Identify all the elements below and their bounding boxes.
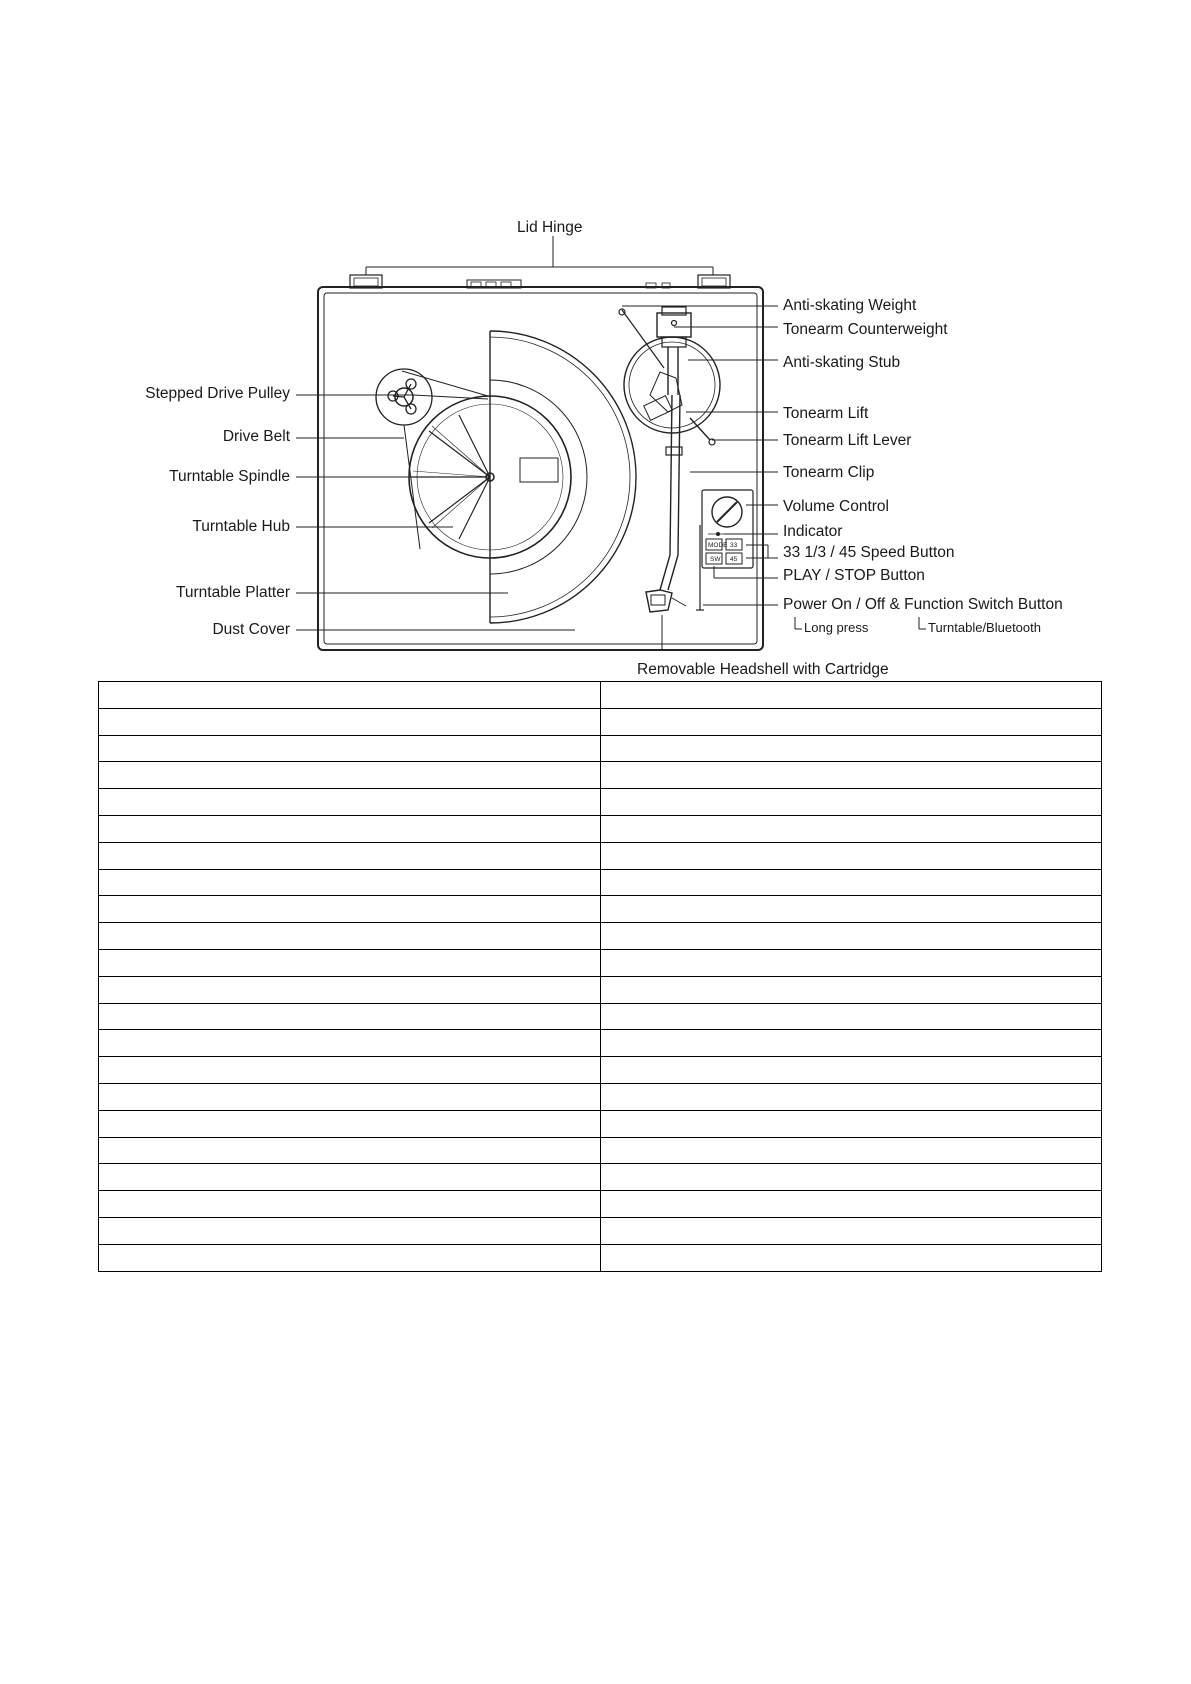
- label-anti-skating-weight: Anti-skating Weight: [783, 297, 917, 314]
- table-cell-right: [600, 735, 1102, 762]
- table-cell-right: [600, 1191, 1102, 1218]
- label-speed-button: 33 1/3 / 45 Speed Button: [783, 544, 955, 561]
- table-cell-left: [99, 815, 601, 842]
- table-cell-left: [99, 789, 601, 816]
- table-cell-left: [99, 762, 601, 789]
- lid-hinges: [350, 267, 730, 288]
- tonearm: [660, 347, 682, 590]
- table-cell-right: [600, 1030, 1102, 1057]
- table-cell-left: [99, 1030, 601, 1057]
- table-cell-right: [600, 815, 1102, 842]
- table-cell-left: [99, 1083, 601, 1110]
- table-cell-right: [600, 1057, 1102, 1084]
- table-cell-left: [99, 1244, 601, 1271]
- table-cell-right: [600, 1083, 1102, 1110]
- label-indicator: Indicator: [783, 523, 843, 540]
- table-cell-right: [600, 1110, 1102, 1137]
- label-turntable-hub: Turntable Hub: [192, 518, 290, 535]
- table-cell-left: [99, 949, 601, 976]
- table-cell-right: [600, 976, 1102, 1003]
- table-row: [99, 789, 1102, 816]
- label-removable-headshell: Removable Headshell with Cartridge: [637, 661, 889, 678]
- table-cell-left: [99, 682, 601, 709]
- table-row: [99, 708, 1102, 735]
- table-cell-right: [600, 682, 1102, 709]
- parts-table: [98, 681, 1102, 1272]
- indicator-light: [716, 532, 720, 536]
- table-cell-left: [99, 735, 601, 762]
- table-row: [99, 1110, 1102, 1137]
- turntable-diagram: [0, 0, 1191, 680]
- table-cell-right: [600, 1244, 1102, 1271]
- label-tonearm-lift: Tonearm Lift: [783, 405, 869, 422]
- speed-33-text: 33: [730, 542, 738, 549]
- table-row: [99, 869, 1102, 896]
- table-row: [99, 815, 1102, 842]
- table-cell-left: [99, 1191, 601, 1218]
- control-panel: [702, 490, 753, 568]
- table-row: [99, 735, 1102, 762]
- label-long-press: Long press: [804, 620, 869, 635]
- label-power-function-button: Power On / Off & Function Switch Button: [783, 596, 1063, 613]
- table-row: [99, 896, 1102, 923]
- table-cell-left: [99, 1057, 601, 1084]
- table-row: [99, 976, 1102, 1003]
- table-cell-right: [600, 762, 1102, 789]
- table-cell-right: [600, 1137, 1102, 1164]
- label-volume-control: Volume Control: [783, 498, 889, 515]
- sw-button-text: SW: [710, 556, 721, 563]
- table-cell-right: [600, 949, 1102, 976]
- table-row: [99, 1244, 1102, 1271]
- label-turntable-bluetooth: Turntable/Bluetooth: [928, 620, 1041, 635]
- table-cell-left: [99, 708, 601, 735]
- headshell-cartridge: [646, 590, 686, 612]
- label-turntable-platter: Turntable Platter: [175, 584, 290, 601]
- table-row: [99, 842, 1102, 869]
- table-cell-left: [99, 976, 601, 1003]
- table-row: [99, 949, 1102, 976]
- table-cell-right: [600, 1003, 1102, 1030]
- table-cell-left: [99, 923, 601, 950]
- table-row: [99, 1164, 1102, 1191]
- label-stepped-drive-pulley: Stepped Drive Pulley: [145, 385, 290, 402]
- table-row: [99, 1030, 1102, 1057]
- label-dust-cover: Dust Cover: [212, 621, 290, 638]
- turntable-body: [318, 287, 763, 650]
- table-row: [99, 762, 1102, 789]
- speed-45-text: 45: [730, 556, 738, 563]
- table-cell-right: [600, 1164, 1102, 1191]
- table-cell-right: [600, 842, 1102, 869]
- mode-button-text: MODE: [708, 542, 728, 549]
- label-turntable-spindle: Turntable Spindle: [169, 468, 290, 485]
- table-cell-left: [99, 1164, 601, 1191]
- label-tonearm-counterweight: Tonearm Counterweight: [783, 321, 948, 338]
- label-anti-skating-stub: Anti-skating Stub: [783, 354, 901, 371]
- table-cell-right: [600, 869, 1102, 896]
- table-row: [99, 682, 1102, 709]
- table-row: [99, 1137, 1102, 1164]
- table-cell-left: [99, 869, 601, 896]
- label-tonearm-clip: Tonearm Clip: [783, 464, 875, 481]
- table-row: [99, 1003, 1102, 1030]
- table-cell-right: [600, 1217, 1102, 1244]
- table-row: [99, 1057, 1102, 1084]
- table-cell-left: [99, 1217, 601, 1244]
- table-cell-left: [99, 842, 601, 869]
- table-row: [99, 1083, 1102, 1110]
- table-cell-right: [600, 896, 1102, 923]
- table-row: [99, 1191, 1102, 1218]
- table-cell-left: [99, 1137, 601, 1164]
- table-row: [99, 923, 1102, 950]
- label-drive-belt: Drive Belt: [222, 428, 290, 445]
- table-cell-right: [600, 789, 1102, 816]
- label-tonearm-lift-lever: Tonearm Lift Lever: [783, 432, 912, 449]
- table-cell-left: [99, 1003, 601, 1030]
- table-cell-right: [600, 708, 1102, 735]
- table-row: [99, 1217, 1102, 1244]
- label-lid-hinge: Lid Hinge: [517, 219, 583, 236]
- table-cell-left: [99, 896, 601, 923]
- table-cell-left: [99, 1110, 601, 1137]
- table-cell-right: [600, 923, 1102, 950]
- label-play-stop-button: PLAY / STOP Button: [783, 567, 925, 584]
